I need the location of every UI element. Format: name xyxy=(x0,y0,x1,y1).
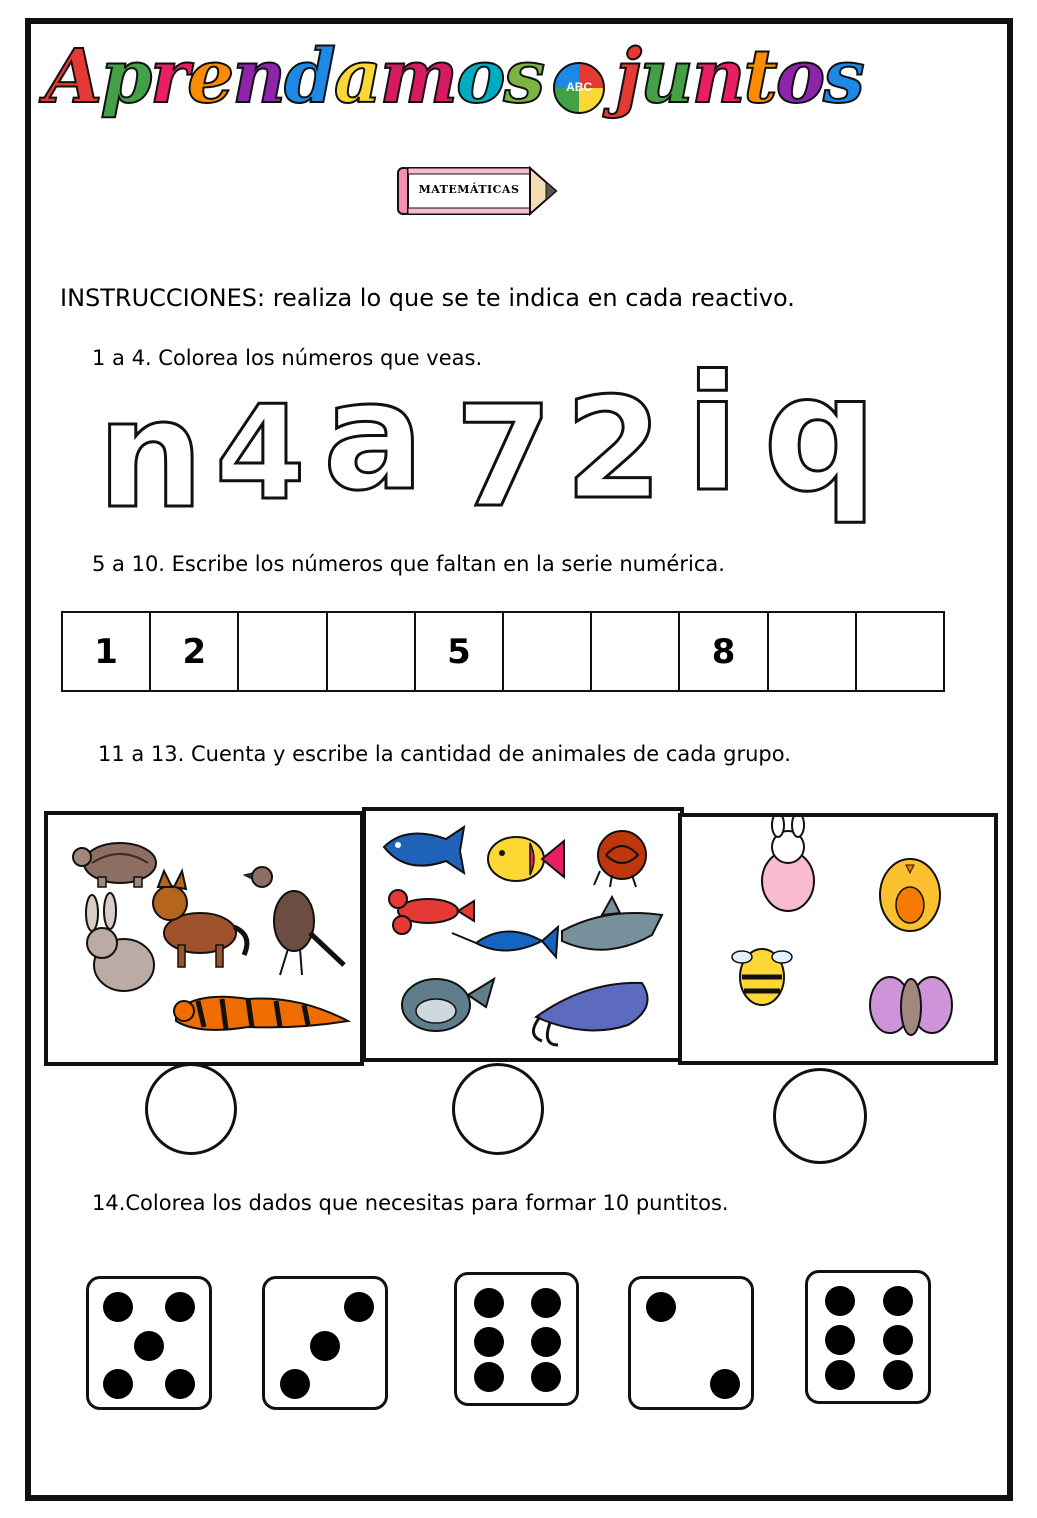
title-letter: e xyxy=(187,34,233,120)
die-pip xyxy=(474,1288,504,1318)
series-cell-9[interactable] xyxy=(769,613,857,690)
squid-icon xyxy=(533,983,647,1045)
die-pip xyxy=(531,1327,561,1357)
die-pip xyxy=(710,1369,740,1399)
animal-group-3 xyxy=(678,813,998,1065)
gila-monster-icon xyxy=(174,997,348,1030)
die-pip xyxy=(531,1288,561,1318)
butterfly-icon xyxy=(870,977,952,1035)
title-letter: j xyxy=(615,34,640,120)
title-letter: A xyxy=(45,34,101,120)
series-cell-3[interactable] xyxy=(239,613,327,690)
animal-group-2 xyxy=(362,807,684,1062)
die-pip xyxy=(165,1292,195,1322)
title-letter: o xyxy=(456,34,504,120)
die-six[interactable] xyxy=(805,1270,931,1404)
title-letter: s xyxy=(823,34,863,120)
outline-char-6[interactable]: i xyxy=(685,340,740,527)
outline-char-2[interactable]: 4 xyxy=(215,377,306,529)
answer-circle-2[interactable] xyxy=(452,1063,544,1155)
die-pip xyxy=(103,1369,133,1399)
die-pip xyxy=(883,1360,913,1390)
die-pip xyxy=(883,1325,913,1355)
series-cell-10[interactable] xyxy=(857,613,943,690)
hermit-crab-icon xyxy=(594,831,646,887)
shark-icon xyxy=(562,897,662,950)
outline-char-5[interactable]: 2 xyxy=(565,368,663,531)
die-pip xyxy=(134,1331,164,1361)
roadrunner-icon xyxy=(244,867,344,975)
title-letter: n xyxy=(232,34,285,120)
die-pip xyxy=(103,1292,133,1322)
animal-group-1 xyxy=(44,811,364,1066)
title-letter: u xyxy=(639,34,692,120)
bee-icon xyxy=(732,949,792,1005)
seal-icon xyxy=(402,979,494,1031)
outline-char-1[interactable]: n xyxy=(97,368,204,542)
title-letter: r xyxy=(150,34,188,120)
bunny-icon xyxy=(762,817,814,911)
die-pip xyxy=(531,1362,561,1392)
fish-icon xyxy=(488,837,564,881)
die-pip xyxy=(474,1327,504,1357)
title-letter: o xyxy=(775,34,824,120)
die-pip xyxy=(646,1292,676,1322)
outline-char-4[interactable]: 7 xyxy=(455,376,553,539)
dice-row xyxy=(0,1268,1037,1418)
lobster-icon xyxy=(389,890,474,934)
coyote-icon xyxy=(153,871,247,967)
outline-char-3[interactable]: a xyxy=(323,350,425,524)
question-3-prompt: 11 a 13. Cuenta y escribe la cantidad de animales de cada grupo. xyxy=(98,742,791,766)
number-series-table xyxy=(61,611,945,692)
die-pip xyxy=(825,1286,855,1316)
die-pip xyxy=(825,1360,855,1390)
die-two[interactable] xyxy=(628,1276,754,1410)
question-2-prompt: 5 a 10. Escribe los números que faltan en la serie numérica. xyxy=(92,552,725,576)
title-lettering xyxy=(45,22,863,132)
page-title xyxy=(45,22,995,132)
logo-text: ABC xyxy=(566,80,593,94)
swordfish-icon xyxy=(452,927,558,957)
abc-logo-icon xyxy=(553,62,605,114)
die-pip xyxy=(165,1369,195,1399)
title-letter: s xyxy=(503,34,544,120)
subject-label: MATEMÁTICAS xyxy=(418,183,520,196)
title-letter: d xyxy=(284,34,334,120)
series-cell-7[interactable] xyxy=(592,613,680,690)
answer-circle-3[interactable] xyxy=(773,1068,867,1164)
series-cell-6[interactable] xyxy=(504,613,592,690)
answer-circle-1[interactable] xyxy=(145,1063,237,1155)
die-pip xyxy=(280,1369,310,1399)
animal-groups xyxy=(40,805,1000,1070)
subject-pencil-badge xyxy=(396,162,562,220)
title-letter: m xyxy=(379,34,457,120)
rabbit-icon xyxy=(86,893,154,991)
series-cell-8: 8 xyxy=(680,613,768,690)
title-letter: a xyxy=(333,34,380,120)
die-pip xyxy=(883,1286,913,1316)
die-three[interactable] xyxy=(262,1276,388,1410)
series-cell-5: 5 xyxy=(416,613,504,690)
series-cell-2: 2 xyxy=(151,613,239,690)
title-letter: n xyxy=(691,34,744,120)
die-pip xyxy=(344,1292,374,1322)
series-cell-1: 1 xyxy=(63,613,151,690)
series-cell-4[interactable] xyxy=(328,613,416,690)
die-pip xyxy=(474,1362,504,1392)
chick-icon xyxy=(880,859,940,931)
title-letter: t xyxy=(743,34,776,120)
title-letter: p xyxy=(100,34,151,120)
die-pip xyxy=(825,1325,855,1355)
question-1-prompt: 1 a 4. Colorea los números que veas. xyxy=(92,346,483,370)
die-six[interactable] xyxy=(454,1272,579,1406)
die-pip xyxy=(310,1331,340,1361)
turtle-icon xyxy=(73,843,156,887)
outline-char-7[interactable]: q xyxy=(763,340,878,527)
instructions-text: INSTRUCCIONES: realiza lo que se te indica en cada reactivo. xyxy=(60,284,795,312)
die-five[interactable] xyxy=(86,1276,212,1410)
whale-icon xyxy=(384,827,464,873)
question-4-prompt: 14.Colorea los dados que necesitas para formar 10 puntitos. xyxy=(92,1191,729,1215)
